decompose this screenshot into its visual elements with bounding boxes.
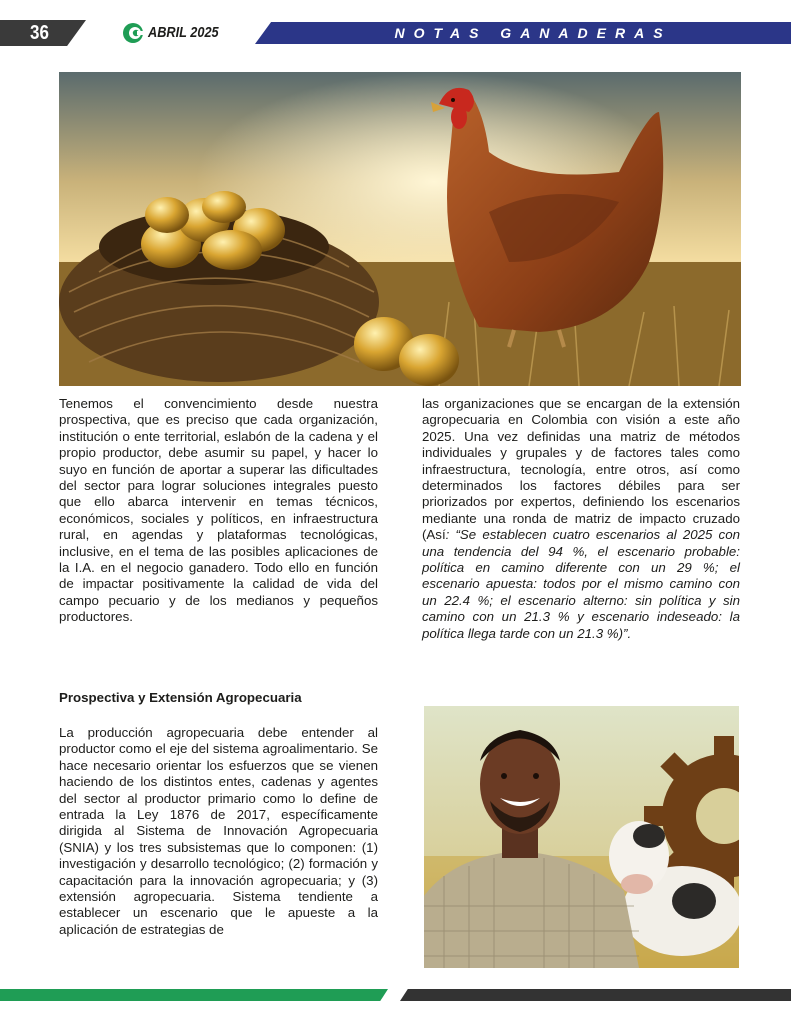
hen-with-golden-eggs-photo	[59, 72, 741, 386]
page-number: 36	[30, 22, 49, 44]
article-paragraph: Tenemos el convencimiento desde nuestra prospectiva, que es preciso que cada organización, institución o ente territorial, eslabón de la cadena y el propio productor, debe asumir su papel, y hacer lo suyo en función de aportar a superar las dificultades del sector para lograr soluciones integrales puesto que ello abarca intervenir en temas técnicos, económicos, sociales y políticos, en infraestructura rural, en agendas y plataformas tecnológicas, inclusive, en el tema de las posibles aplicaciones de la I.A. en el negocio ganadero. Todo ello en función de impactar positivamente la calidad de vida del campo pecuario y de los medianos y pequeños productores.	[59, 396, 378, 625]
page-header	[0, 0, 791, 48]
issue-date: ABRIL 2025	[148, 24, 219, 41]
footer-bar-dark	[400, 989, 791, 1001]
section-title: NOTAS GANADERAS	[394, 25, 672, 41]
article-paragraph-continued	[422, 396, 740, 642]
company-logo-icon	[122, 22, 144, 44]
article-text: las organizaciones que se encargan de la extensión agropecuaria en Colombia con visión a este año 2025. Una vez definidas una matriz de métodos individuales y grupales y de factores tales como infraestructura, tecnología, entre otros, así como determinados los factores débiles para ser priorizados por expertos, definiendo los escenarios mediante una ronda de matriz de impacto cruzado (Así	[422, 396, 740, 543]
smiling-farmer-with-cow-and-gear-photo	[424, 706, 739, 968]
article-paragraph: La producción agropecuaria debe entender al productor como el eje del sistema agroalimentario. Se hace necesario orientar los esfuerzos que se vienen haciendo de los distintos entes, cadenas y agentes del sector al productor primario como lo define de entrada la Ley 1876 de 2017, específicamente dirigida al Sistema de Innovación Agropecuaria (SNIA) y los tres subsistemas que lo componen: (1) investigación y desarrollo tecnológico; (2) formación y capacitación para la innovación agropecuaria; y (3) extensión agropecuaria. Sistema tendiente a establecer un escenario que le apueste a la aplicación de estrategias de	[59, 725, 378, 937]
portrait-image	[424, 706, 739, 968]
hero-image	[59, 72, 741, 386]
footer-bar-green	[0, 989, 388, 1001]
article-subheading: Prospectiva y Extensión Agropecuaria	[59, 690, 302, 705]
article-quote: : “Se establecen cuatro escenarios al 2025 con una tendencia del 94 %, el escenario probable: política en camino diferente con un 29 %; el escenario apuesta: todos por el mismo camino con un 22.4 %; el escenario alterno: sin política y sin camino con un 21.3 % y escenario indeseado: la política llega tarde con un 21.3 %)”.	[422, 527, 740, 641]
